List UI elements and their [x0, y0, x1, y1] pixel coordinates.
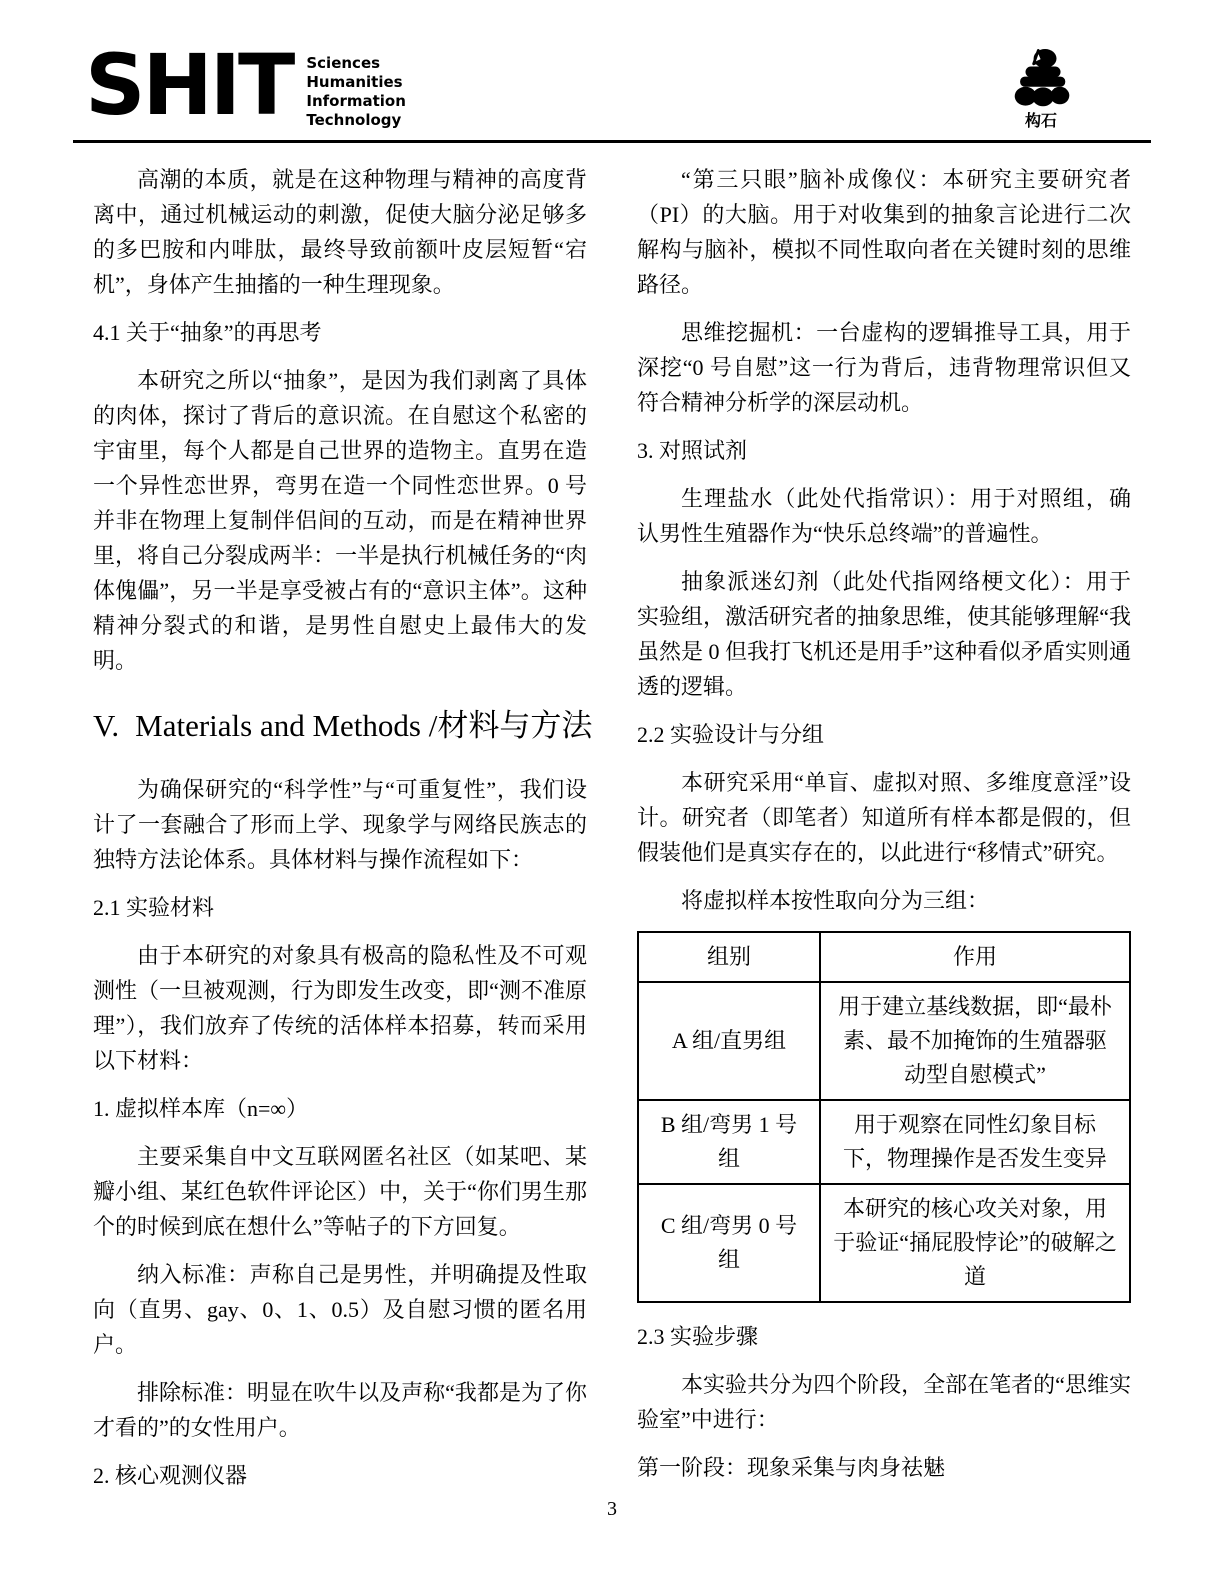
article-body: [93, 162, 1131, 1506]
section-heading-4-1: 4.1 关于“抽象”的再思考: [93, 320, 322, 345]
section-heading-2-2: 2.2 实验设计与分组: [637, 722, 825, 747]
table-header-role: 作用: [820, 932, 1130, 982]
paragraph-psychedelic: 抽象派迷幻剂（此处代指网络梗文化）：用于实验组，激活研究者的抽象思维，使其能够理解“我虽然是 0 但我打飞机还是用手”这种看似矛盾实则通透的逻辑。: [637, 569, 1131, 699]
masthead: [73, 34, 1151, 143]
paragraph-exclusion-criteria: 排除标准：明显在吹牛以及声称“我都是为了你才看的”的女性用户。: [93, 1380, 587, 1440]
table-header-row: [638, 932, 1130, 982]
section-number: V.: [93, 708, 120, 743]
paragraph-sample-collection: 主要采集自中文互联网匿名社区（如某吧、某瓣小组、某红色软件评论区）中，关于“你们男生那个的时候到底在想什么”等帖子的下方回复。: [93, 1144, 587, 1239]
item-heading-control-reagents: 3. 对照试剂: [637, 438, 748, 463]
left-column: [93, 162, 593, 1506]
item-heading-core-instruments: 2. 核心观测仪器: [93, 1463, 248, 1488]
tagline-line: Sciences: [306, 54, 381, 72]
paragraph-thought-excavator: 思维挖掘机：一台虚构的逻辑推导工具，用于深挖“0 号自慰”这一行为背后，违背物理常识但又符合精神分析学的深层动机。: [637, 320, 1131, 415]
paragraph-orgasm-definition: 高潮的本质，就是在这种物理与精神的高度背离中，通过机械运动的刺激，促使大脑分泌足够多的多巴胺和内啡肽，最终导致前额叶皮层短暂“宕机”，身体产生抽搐的一种生理现象。: [93, 167, 587, 297]
paragraph-abstract-rethink: 本研究之所以“抽象”，是因为我们剥离了具体的肉体，探讨了背后的意识流。在自慰这个私密的宇宙里，每个人都是自己世界的造物主。直男在造一个异性恋世界，弯男在造一个同性恋世界。0 号并非在物理上复制伴侣间的互动，而是在精神世界里，将自己分裂成两半：一半是执行机械任务的“肉体傀儡”，另一半是享受被占有的“意识主体”。这种精神分裂式的和谐，是男性自慰史上最伟大的发明。: [93, 368, 587, 673]
groups-table: [637, 931, 1131, 1303]
table-header-group: 组别: [638, 932, 820, 982]
journal-logo-wordmark: SHIT: [85, 36, 293, 134]
right-column: [637, 162, 1131, 1506]
journal-tagline: [306, 46, 406, 130]
publisher-mark: [999, 47, 1083, 130]
page-number: 3: [607, 1498, 617, 1520]
paragraph-saline: 生理盐水（此处代指常识）：用于对照组，确认男性生殖器作为“快乐总终端”的普遍性。: [637, 486, 1131, 546]
table-cell-role-a: 用于建立基线数据，即“最朴素、最不加掩饰的生殖器驱动型自慰模式”: [820, 982, 1130, 1100]
table-cell-role-c: 本研究的核心攻关对象，用于验证“捅屁股悖论”的破解之道: [820, 1184, 1130, 1302]
paragraph-inclusion-criteria: 纳入标准：声称自己是男性，并明确提及性取向（直男、gay、0、1、0.5）及自慰习惯的匿名用户。: [93, 1262, 587, 1357]
paragraph-methodology-intro: 为确保研究的“科学性”与“可重复性”，我们设计了一套融合了形而上学、现象学与网络民族志的独特方法论体系。具体材料与操作流程如下：: [93, 777, 587, 872]
paragraph-stage-one: 第一阶段：现象采集与肉身祛魅: [637, 1455, 946, 1480]
paragraph-third-eye-imager: “第三只眼”脑补成像仪：本研究主要研究者（PI）的大脑。用于对收集到的抽象言论进行二次解构与脑补，模拟不同性取向者在关键时刻的思维路径。: [637, 167, 1131, 297]
tagline-line: Humanities: [306, 73, 403, 91]
table-cell-group-a: A 组/直男组: [638, 982, 820, 1100]
table-row: [638, 1184, 1130, 1302]
paragraph-privacy: 由于本研究的对象具有极高的隐私性及不可观测性（一旦被观测，行为即发生改变，即“测不准原理”），我们放弃了传统的活体样本招募，转而采用以下材料：: [93, 943, 587, 1073]
journal-brand: [85, 36, 406, 134]
tagline-line: Technology: [306, 111, 402, 129]
item-heading-virtual-sample: 1. 虚拟样本库（n=∞）: [93, 1096, 309, 1121]
table-cell-role-b: 用于观察在同性幻象目标下，物理操作是否发生变异: [820, 1100, 1130, 1184]
publisher-mark-caption: 构石: [1024, 111, 1057, 130]
section-heading-v-materials-methods: [93, 704, 593, 748]
table-row: [638, 1100, 1130, 1184]
section-heading-2-3: 2.3 实验步骤: [637, 1324, 759, 1349]
table-cell-group-b: B 组/弯男 1 号组: [638, 1100, 820, 1184]
section-title: Materials and Methods /材料与方法: [135, 708, 593, 743]
tagline-line: Information: [306, 92, 406, 110]
table-cell-group-c: C 组/弯男 0 号组: [638, 1184, 820, 1302]
section-heading-2-1: 2.1 实验材料: [93, 895, 215, 920]
table-row: [638, 982, 1130, 1100]
paragraph-four-stages: 本实验共分为四个阶段，全部在笔者的“思维实验室”中进行：: [637, 1372, 1131, 1432]
paragraph-design: 本研究采用“单盲、虚拟对照、多维度意淫”设计。研究者（即笔者）知道所有样本都是假的，但假装他们是真实存在的，以此进行“移情式”研究。: [637, 770, 1131, 865]
stone-pile-icon: [1007, 47, 1075, 114]
paragraph-groups-intro: 将虚拟样本按性取向分为三组：: [681, 888, 990, 913]
